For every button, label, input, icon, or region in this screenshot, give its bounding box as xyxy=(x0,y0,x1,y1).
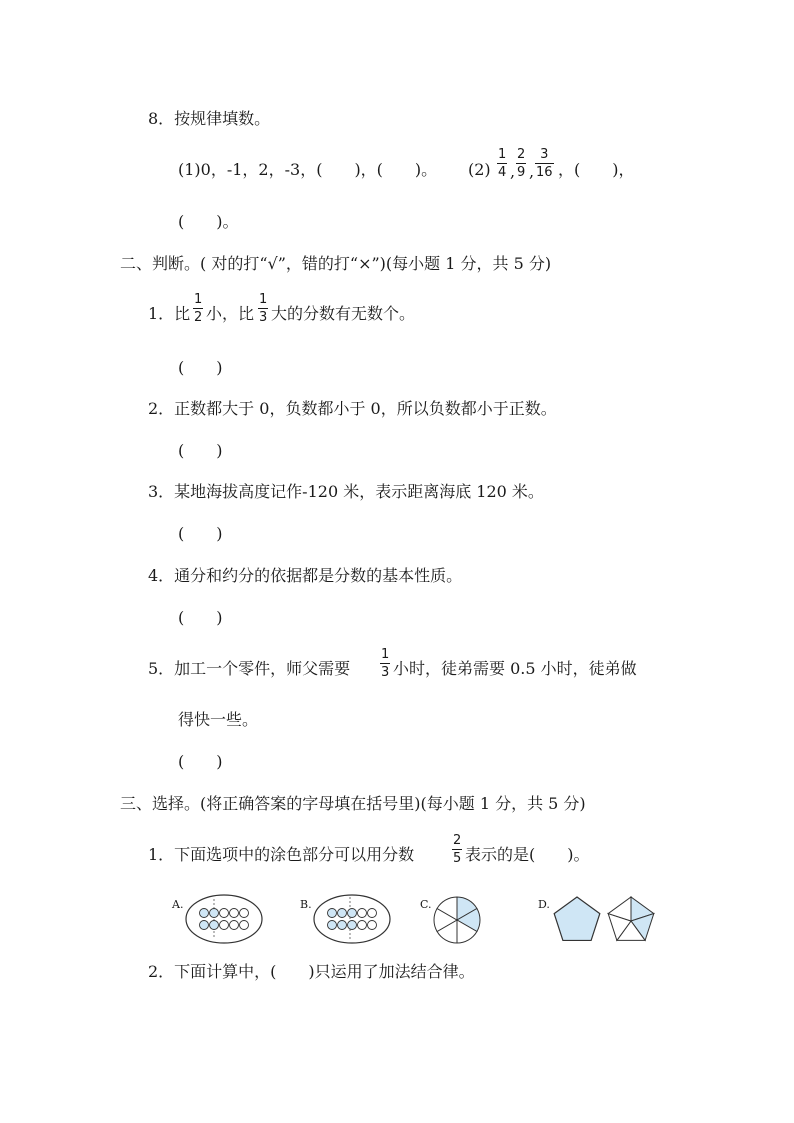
option-d-pentagon-shaded xyxy=(550,893,604,945)
grid-circle xyxy=(210,921,219,930)
grid-circle xyxy=(220,909,229,918)
s2-q4-text: 4．通分和约分的依据都是分数的基本性质。 xyxy=(148,566,463,585)
denominator: 5 xyxy=(453,851,462,866)
option-a-figure xyxy=(184,893,264,945)
option-d-pentagon-divided xyxy=(604,893,658,945)
option-a-label: A. xyxy=(172,898,184,911)
s2-q2-text: 2．正数都大于 0，负数都小于 0，所以负数都小于正数。 xyxy=(148,399,557,418)
grid-circle xyxy=(230,921,239,930)
q8-fraction-1 xyxy=(497,147,507,180)
numerator: 2 xyxy=(517,147,526,162)
grid-circle xyxy=(358,921,367,930)
option-d-label: D. xyxy=(538,898,550,911)
grid-circle xyxy=(210,909,219,918)
numerator: 1 xyxy=(194,292,203,307)
grid-circle xyxy=(220,921,229,930)
s3-q1-prefix: 1．下面选项中的涂色部分可以用分数 xyxy=(148,845,415,864)
grid-circle xyxy=(240,921,249,930)
s2-q5-suffix: 小时，徒弟需要 0.5 小时，徒弟做 xyxy=(393,659,637,678)
grid-circle xyxy=(230,909,239,918)
s2-q5-fraction xyxy=(380,647,390,680)
grid-circle xyxy=(368,909,377,918)
denominator: 2 xyxy=(194,310,203,325)
s2-q2-answer-bracket: ( ) xyxy=(178,441,223,460)
q8-part1: (1)0，-1，2，-3，( )，( )。 xyxy=(178,160,438,179)
denominator: 4 xyxy=(498,165,507,180)
denominator: 16 xyxy=(536,165,553,180)
grid-circle xyxy=(240,909,249,918)
section2-heading: 二、判断。( 对的打“√”，错的打“×”)(每小题 1 分，共 5 分) xyxy=(120,254,552,273)
grid-circle xyxy=(358,909,367,918)
s2-q1-fraction-2 xyxy=(258,292,268,325)
s2-q1-mid: 小，比 xyxy=(206,304,255,323)
q8-fraction-3 xyxy=(535,147,554,180)
s3-q1-fraction xyxy=(452,833,462,866)
q8-part2-tail: ，( )， xyxy=(558,160,635,179)
denominator: 9 xyxy=(517,165,526,180)
q8-comma-2: , xyxy=(529,162,535,181)
s2-q5-prefix: 5．加工一个零件，师父需要 xyxy=(148,659,351,678)
option-c-label: C. xyxy=(420,898,432,911)
s3-q1-suffix: 表示的是( )。 xyxy=(465,845,590,864)
q8-part2-label: (2) xyxy=(468,160,491,179)
grid-circle xyxy=(348,909,357,918)
grid-circle xyxy=(200,909,209,918)
numerator: 2 xyxy=(453,833,462,848)
option-c-figure xyxy=(432,895,482,945)
grid-circle xyxy=(368,921,377,930)
numerator: 1 xyxy=(259,292,268,307)
s2-q4-answer-bracket: ( ) xyxy=(178,608,223,627)
grid-circle xyxy=(328,909,337,918)
option-b-label: B. xyxy=(300,898,312,911)
q8-comma-1: , xyxy=(510,162,516,181)
q8-part2-line2: ( )。 xyxy=(178,212,239,231)
s2-q5-answer-bracket: ( ) xyxy=(178,752,223,771)
section3-heading: 三、选择。(将正确答案的字母填在括号里)(每小题 1 分，共 5 分) xyxy=(120,794,586,813)
grid-circle xyxy=(348,921,357,930)
grid-circle xyxy=(328,921,337,930)
numerator: 1 xyxy=(381,647,390,662)
denominator: 3 xyxy=(381,665,390,680)
grid-circle xyxy=(338,909,347,918)
s2-q1-answer-bracket: ( ) xyxy=(178,358,223,377)
s2-q3-answer-bracket: ( ) xyxy=(178,524,223,543)
grid-circle xyxy=(338,921,347,930)
denominator: 3 xyxy=(259,310,268,325)
numerator: 3 xyxy=(540,147,549,162)
s2-q5-line2: 得快一些。 xyxy=(178,710,259,729)
s2-q1-suffix: 大的分数有无数个。 xyxy=(271,304,416,323)
s2-q3-text: 3．某地海拔高度记作-120 米，表示距离海底 120 米。 xyxy=(148,482,544,501)
s2-q1-prefix: 1．比 xyxy=(148,304,191,323)
q8-fraction-2 xyxy=(516,147,526,180)
q8-title: 8．按规律填数。 xyxy=(148,109,271,128)
option-b-figure xyxy=(312,893,392,945)
numerator: 1 xyxy=(498,147,507,162)
s2-q1-fraction-1 xyxy=(193,292,203,325)
grid-circle xyxy=(200,921,209,930)
s3-q2-text: 2．下面计算中，( )只运用了加法结合律。 xyxy=(148,962,475,981)
